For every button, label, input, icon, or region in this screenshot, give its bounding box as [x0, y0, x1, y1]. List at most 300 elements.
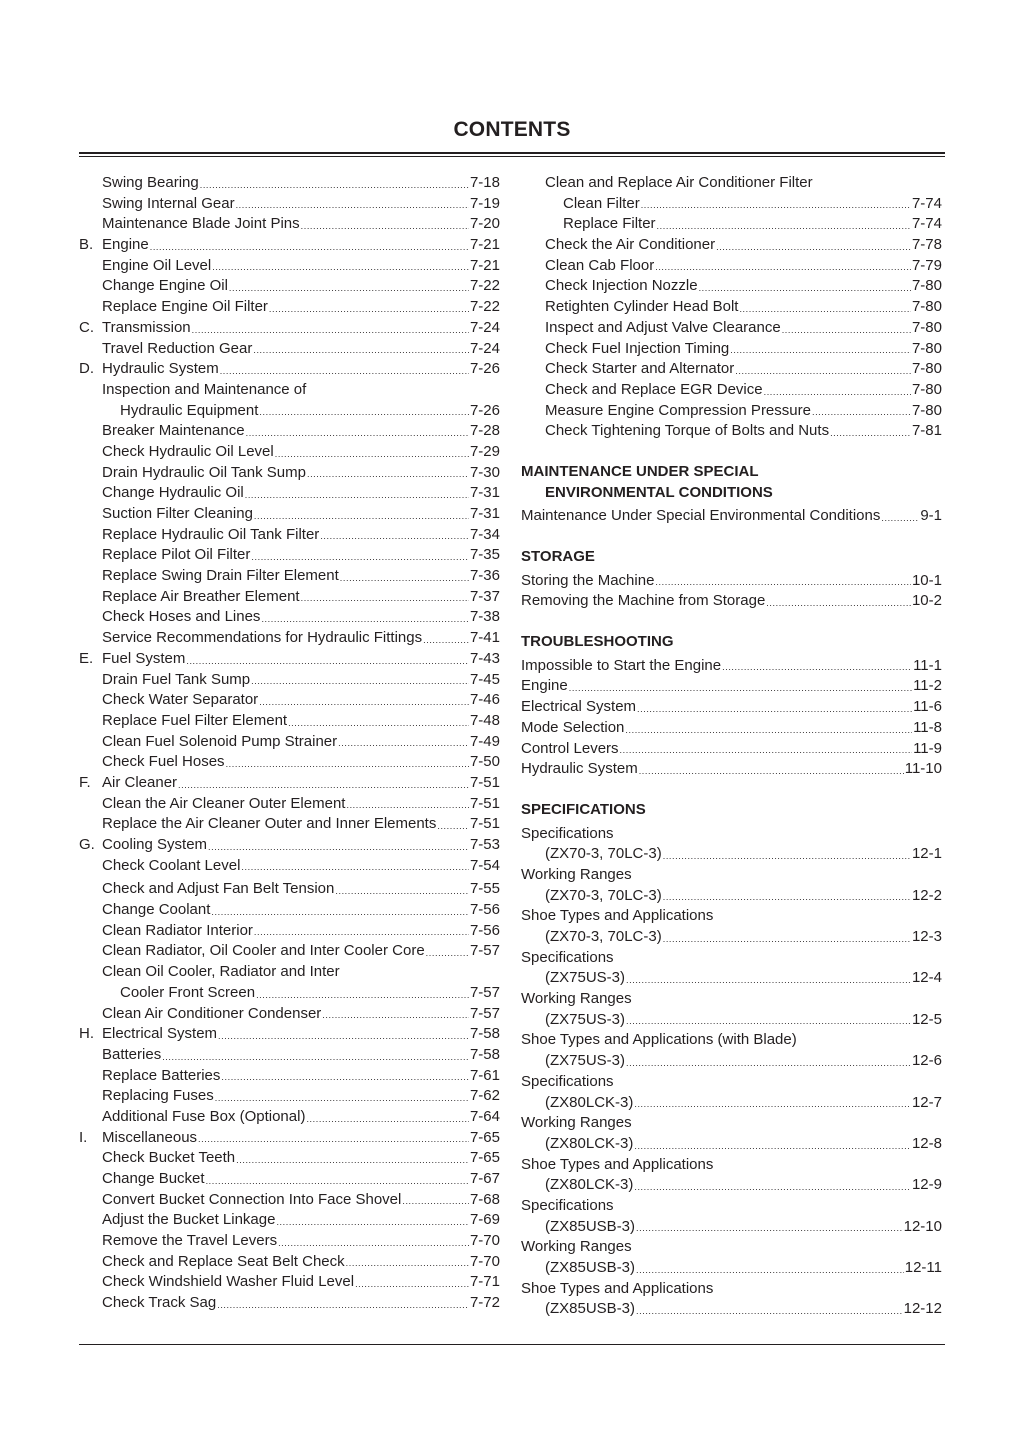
toc-page-number: 7-80 — [911, 360, 942, 378]
toc-section-heading: MAINTENANCE UNDER SPECIAL — [521, 462, 759, 480]
toc-entry — [521, 318, 942, 339]
spacer — [521, 780, 942, 800]
toc-page-number: 7-49 — [469, 732, 500, 750]
toc-entry-label: Specifications — [521, 948, 615, 969]
toc-page-number: 7-62 — [469, 1087, 500, 1105]
toc-dot-leader — [764, 380, 911, 401]
toc-entry-label: Electrical System — [102, 1024, 218, 1045]
toc-entry-label: Check Starter and Alternator — [545, 359, 735, 380]
toc-entry-label: (ZX80LCK-3) — [545, 1093, 634, 1114]
toc-entry-label: Drain Hydraulic Oil Tank Sump — [102, 463, 307, 484]
toc-entry — [521, 256, 942, 277]
toc-dot-leader — [307, 463, 469, 484]
toc-entry — [79, 835, 500, 856]
toc-entry — [79, 794, 500, 815]
toc-entry — [79, 1252, 500, 1273]
toc-dot-leader — [259, 690, 469, 711]
toc-page-number: 7-24 — [469, 339, 500, 357]
toc-section-heading: STORAGE — [521, 548, 595, 565]
toc-entry-label: Clean and Replace Air Conditioner Filter — [545, 173, 814, 194]
toc-page-number: 7-80 — [911, 298, 942, 316]
toc-entry — [521, 194, 942, 215]
toc-entry — [79, 1272, 500, 1293]
toc-entry-label: Check Bucket Teeth — [102, 1148, 236, 1169]
toc-entry — [79, 318, 500, 339]
toc-dot-leader — [426, 941, 469, 962]
toc-entry — [79, 339, 500, 360]
toc-entry — [521, 1051, 942, 1072]
toc-dot-leader — [699, 276, 911, 297]
toc-entry — [79, 752, 500, 773]
toc-page-number: 7-31 — [469, 484, 500, 502]
toc-page-number: 7-41 — [469, 629, 500, 647]
toc-entry — [521, 1113, 942, 1134]
toc-entry-label: Fuel System — [102, 649, 186, 670]
toc-right-column — [521, 173, 942, 1320]
toc-page-number: 7-30 — [469, 463, 500, 481]
toc-dot-leader — [625, 718, 912, 739]
toc-dot-leader — [655, 256, 911, 277]
toc-dot-leader — [739, 297, 911, 318]
toc-page-number: 7-80 — [911, 318, 942, 336]
toc-page-number: 7-18 — [469, 174, 500, 191]
toc-entry-label: Storing the Machine — [521, 571, 655, 592]
toc-entry — [521, 1072, 942, 1093]
toc-entry-label: (ZX75US-3) — [545, 1051, 626, 1072]
toc-dot-leader — [251, 670, 469, 691]
toc-page-number: 11-6 — [913, 698, 942, 716]
toc-dot-leader — [320, 525, 469, 546]
toc-page-number: 7-81 — [911, 422, 942, 440]
toc-entry — [79, 545, 500, 566]
toc-entry-label: Engine — [521, 676, 569, 697]
toc-dot-leader — [634, 1134, 911, 1155]
toc-entry — [521, 235, 942, 256]
toc-page-number: 9-1 — [920, 507, 942, 525]
toc-entry-label: Hydraulic Equipment — [120, 401, 259, 422]
toc-page-number: 11-8 — [913, 718, 942, 736]
toc-entry-label: Engine — [102, 235, 150, 256]
toc-entry-label: (ZX85USB-3) — [545, 1217, 636, 1238]
toc-entry-label: Travel Reduction Gear — [102, 339, 253, 360]
toc-entry — [521, 1279, 942, 1300]
toc-entry-label: Suction Filter Cleaning — [102, 504, 254, 525]
toc-entry — [521, 401, 942, 422]
toc-dot-leader — [663, 844, 911, 865]
toc-page-number: 7-56 — [469, 901, 500, 919]
toc-page-number: 7-19 — [469, 194, 500, 212]
toc-entry — [79, 773, 500, 794]
toc-dot-leader — [218, 1024, 469, 1045]
toc-entry-label: Hydraulic System — [102, 359, 220, 380]
toc-entry-label: Adjust the Bucket Linkage — [102, 1210, 276, 1231]
toc-entry — [79, 1148, 500, 1169]
toc-page-number: 12-12 — [903, 1300, 942, 1318]
toc-entry-label: (ZX70-3, 70LC-3) — [545, 844, 663, 865]
toc-dot-leader — [301, 214, 469, 235]
toc-entry-label: Check Fuel Hoses — [102, 752, 226, 773]
toc-page-number: 7-80 — [911, 339, 942, 357]
toc-entry — [79, 297, 500, 318]
toc-dot-leader — [192, 318, 469, 339]
toc-dot-leader — [620, 739, 913, 760]
toc-page-number: 7-70 — [469, 1252, 500, 1270]
toc-entry — [79, 690, 500, 711]
toc-dot-leader — [626, 1051, 911, 1072]
toc-entry-label: Remove the Travel Levers — [102, 1231, 278, 1252]
toc-entry — [521, 927, 942, 948]
toc-entry — [79, 359, 500, 380]
toc-entry — [79, 504, 500, 525]
toc-entry-label: (ZX75US-3) — [545, 968, 626, 989]
toc-dot-leader — [211, 900, 469, 921]
toc-entry — [521, 739, 942, 760]
toc-entry-label: Inspection and Maintenance of — [102, 380, 307, 401]
toc-entry-label: (ZX85USB-3) — [545, 1258, 636, 1279]
toc-dot-leader — [253, 339, 469, 360]
toc-page-number: 12-6 — [911, 1052, 942, 1070]
toc-entry-label: Measure Engine Compression Pressure — [545, 401, 812, 422]
toc-entry — [79, 1210, 500, 1231]
toc-dot-leader — [236, 1148, 469, 1169]
toc-page-number: 7-22 — [469, 277, 500, 295]
toc-entry — [79, 900, 500, 921]
toc-entry — [79, 421, 500, 442]
toc-entry-label: Miscellaneous — [102, 1128, 198, 1149]
toc-entry — [521, 886, 942, 907]
toc-entry-label: Electrical System — [521, 697, 637, 718]
toc-entry-label: Clean Radiator Interior — [102, 921, 254, 942]
toc-dot-leader — [716, 235, 911, 256]
toc-entry-label: Swing Internal Gear — [102, 194, 236, 215]
toc-dot-leader — [730, 339, 911, 360]
toc-entry-label: Convert Bucket Connection Into Face Shovel — [102, 1190, 402, 1211]
toc-page-number: 12-3 — [911, 928, 942, 945]
toc-entry — [521, 380, 942, 401]
toc-entry — [79, 962, 500, 983]
toc-entry-label: Replace the Air Cleaner Outer and Inner Elements — [102, 814, 437, 835]
toc-entry-label: Check Hydraulic Oil Level — [102, 442, 275, 463]
toc-page-number: 12-7 — [911, 1093, 942, 1111]
toc-entry — [521, 571, 942, 592]
toc-page-number: 7-69 — [469, 1211, 500, 1229]
toc-entry-label: Transmission — [102, 318, 192, 339]
toc-dot-leader — [221, 1066, 469, 1087]
toc-page-number: 10-2 — [911, 592, 942, 610]
toc-dot-leader — [245, 483, 469, 504]
toc-dot-leader — [178, 773, 469, 794]
toc-entry — [79, 607, 500, 628]
toc-page-number: 7-22 — [469, 298, 500, 316]
toc-page-number: 7-24 — [469, 318, 500, 336]
toc-page-number: 7-57 — [469, 983, 500, 1001]
spacer — [521, 442, 942, 462]
toc-entry — [79, 276, 500, 297]
toc-entry-label: Shoe Types and Applications — [521, 1155, 714, 1176]
toc-page-number: 7-31 — [469, 505, 500, 522]
toc-entry — [521, 1217, 942, 1238]
toc-dot-leader — [881, 506, 919, 527]
toc-dot-leader — [641, 194, 911, 215]
toc-entry-label: Clean Radiator, Oil Cooler and Inter Cooler Core — [102, 941, 426, 962]
toc-page-number: 7-38 — [469, 608, 500, 626]
toc-dot-leader — [236, 194, 469, 215]
toc-dot-leader — [186, 649, 469, 670]
toc-entry — [521, 844, 942, 865]
toc-entry-label: Mode Selection — [521, 718, 625, 739]
toc-entry — [521, 824, 942, 845]
toc-entry-label: Change Bucket — [102, 1169, 206, 1190]
toc-page-number: 7-48 — [469, 711, 500, 729]
toc-dot-leader — [259, 401, 469, 422]
toc-entry — [521, 718, 942, 739]
toc-entry-label: Check Fuel Injection Timing — [545, 339, 730, 360]
toc-dot-leader — [637, 697, 912, 718]
toc-page-number: 7-79 — [911, 256, 942, 274]
toc-entry-label: Retighten Cylinder Head Bolt — [545, 297, 739, 318]
toc-dot-leader — [220, 359, 469, 380]
toc-dot-leader — [206, 1169, 469, 1190]
toc-page-number: 7-72 — [469, 1294, 500, 1312]
toc-entry-label: Check Hoses and Lines — [102, 607, 261, 628]
toc-page-number: 12-10 — [903, 1217, 942, 1235]
toc-entry-label: Removing the Machine from Storage — [521, 591, 766, 612]
toc-page-number: 7-26 — [469, 401, 500, 419]
page-title: CONTENTS — [453, 118, 571, 141]
toc-dot-leader — [335, 879, 469, 900]
toc-dot-leader — [735, 359, 911, 380]
toc-entry-label: Replace Engine Oil Filter — [102, 297, 269, 318]
toc-entry-label: Working Ranges — [521, 865, 633, 886]
toc-entry-label: Specifications — [521, 824, 615, 845]
toc-section-letter: H. — [79, 1025, 94, 1043]
toc-entry-label: Clean the Air Cleaner Outer Element — [102, 794, 346, 815]
toc-page-number: 7-54 — [469, 856, 500, 874]
toc-entry-label: Clean Fuel Solenoid Pump Strainer — [102, 732, 338, 753]
toc-page-number: 7-35 — [469, 546, 500, 564]
toc-page-number: 7-51 — [469, 773, 500, 791]
toc-entry — [521, 759, 942, 780]
toc-entry — [79, 670, 500, 691]
toc-entry-label: Drain Fuel Tank Sump — [102, 670, 251, 691]
toc-page-number: 7-65 — [469, 1128, 500, 1146]
toc-entry-label: Cooling System — [102, 835, 208, 856]
toc-entry-label: (ZX80LCK-3) — [545, 1134, 634, 1155]
toc-entry-label: Change Engine Oil — [102, 276, 229, 297]
toc-page-number: 7-21 — [469, 256, 500, 274]
toc-section-heading: ENVIRONMENTAL CONDITIONS — [545, 483, 773, 501]
toc-entry — [521, 968, 942, 989]
toc-page-number: 7-74 — [911, 194, 942, 212]
toc-dot-leader — [251, 545, 469, 566]
toc-entry-label: Change Coolant — [102, 900, 211, 921]
toc-page-number: 7-80 — [911, 401, 942, 419]
toc-page-number: 7-58 — [469, 1045, 500, 1063]
toc-page-number: 7-26 — [469, 360, 500, 378]
toc-entry — [521, 1175, 942, 1196]
toc-section-letter: F. — [79, 773, 91, 791]
toc-entry-label: Replace Batteries — [102, 1066, 221, 1087]
toc-page-number: 7-46 — [469, 691, 500, 709]
toc-entry-label: Breaker Maintenance — [102, 421, 246, 442]
toc-page-number: 7-71 — [469, 1273, 500, 1291]
toc-entry — [79, 879, 500, 900]
toc-dot-leader — [306, 1107, 469, 1128]
toc-dot-leader — [217, 1293, 469, 1314]
toc-dot-leader — [215, 1086, 469, 1107]
toc-entry-label: Replace Swing Drain Filter Element — [102, 566, 340, 587]
toc-page-number: 7-57 — [469, 1004, 500, 1022]
toc-page-number: 7-57 — [469, 942, 500, 960]
toc-dot-leader — [782, 318, 911, 339]
toc-dot-leader — [256, 983, 469, 1004]
toc-page-number: 12-9 — [911, 1176, 942, 1194]
toc-entry — [79, 442, 500, 463]
toc-dot-leader — [636, 1299, 903, 1320]
toc-entry-label: Check Windshield Washer Fluid Level — [102, 1272, 355, 1293]
toc-entry — [79, 814, 500, 835]
toc-entry — [79, 525, 500, 546]
toc-page-number: 7-28 — [469, 422, 500, 440]
toc-entry-label: Specifications — [521, 1196, 615, 1217]
toc-entry-label: Check and Replace EGR Device — [545, 380, 764, 401]
toc-entry — [521, 697, 942, 718]
toc-entry-label: Shoe Types and Applications — [521, 1279, 714, 1300]
toc-page-number: 7-34 — [469, 525, 500, 543]
toc-entry — [79, 256, 500, 277]
toc-section-letter: G. — [79, 836, 95, 853]
toc-dot-leader — [229, 276, 469, 297]
toc-page-number: 7-55 — [469, 880, 500, 898]
toc-entry-label: Air Cleaner — [102, 773, 178, 794]
toc-entry — [79, 1231, 500, 1252]
toc-page-number: 12-4 — [911, 969, 942, 987]
toc-entry — [521, 1030, 942, 1051]
toc-entry — [79, 587, 500, 608]
toc-entry — [521, 359, 942, 380]
toc-page-number: 7-51 — [469, 794, 500, 812]
toc-entry-label: Replace Pilot Oil Filter — [102, 545, 251, 566]
toc-entry — [79, 711, 500, 732]
toc-entry-label: Change Hydraulic Oil — [102, 483, 245, 504]
toc-section-heading: TROUBLESHOOTING — [521, 633, 674, 651]
toc-entry-label: Replace Filter — [563, 214, 657, 235]
toc-entry — [79, 941, 500, 962]
toc-entry — [79, 1086, 500, 1107]
toc-entry-label: (ZX70-3, 70LC-3) — [545, 927, 663, 948]
toc-dot-leader — [212, 256, 469, 277]
spacer — [521, 612, 942, 632]
toc-left-column — [79, 173, 500, 1314]
toc-page-number: 7-21 — [469, 236, 500, 254]
toc-dot-leader — [200, 173, 469, 194]
toc-entry — [79, 732, 500, 753]
toc-entry — [79, 1004, 500, 1025]
toc-dot-leader — [437, 814, 469, 835]
toc-entry — [521, 1155, 942, 1176]
toc-entry-label: Check Water Separator — [102, 690, 259, 711]
toc-entry-label: Engine Oil Level — [102, 256, 212, 277]
toc-page-number: 7-80 — [911, 277, 942, 295]
toc-entry-label: (ZX80LCK-3) — [545, 1175, 634, 1196]
toc-dot-leader — [812, 401, 911, 422]
toc-entry-label: Shoe Types and Applications — [521, 906, 714, 927]
toc-entry-label: Batteries — [102, 1045, 162, 1066]
toc-entry — [521, 906, 942, 927]
toc-entry-label: Replace Air Breather Element — [102, 587, 301, 608]
toc-entry-label: Working Ranges — [521, 1237, 633, 1258]
toc-entry-label: Check the Air Conditioner — [545, 235, 716, 256]
toc-entry — [521, 591, 942, 612]
toc-entry — [79, 1107, 500, 1128]
toc-page-number: 7-45 — [469, 670, 500, 688]
toc-entry-label: Hydraulic System — [521, 759, 639, 780]
toc-entry-label: Clean Filter — [563, 194, 641, 215]
toc-entry — [79, 856, 500, 877]
toc-section-letter: B. — [79, 236, 94, 254]
toc-entry-label: Clean Oil Cooler, Radiator and Inter — [102, 962, 341, 983]
toc-entry — [521, 1134, 942, 1155]
toc-entry — [79, 173, 500, 194]
toc-dot-leader — [208, 835, 469, 856]
toc-dot-leader — [663, 927, 911, 948]
toc-dot-leader — [269, 297, 469, 318]
toc-page-number: 11-2 — [913, 677, 942, 695]
toc-entry-label: Cooler Front Screen — [120, 983, 256, 1004]
toc-page-number: 7-65 — [469, 1149, 500, 1167]
toc-entry-label: Check and Replace Seat Belt Check — [102, 1252, 346, 1273]
toc-page-number: 12-1 — [911, 845, 942, 863]
toc-page-number: 7-37 — [469, 587, 500, 605]
toc-entry-label: Replacing Fuses — [102, 1086, 215, 1107]
toc-entry — [79, 1045, 500, 1066]
toc-dot-leader — [150, 235, 469, 256]
toc-entry-label: Specifications — [521, 1072, 615, 1093]
toc-page-number: 11-1 — [913, 656, 942, 674]
toc-entry-label: Clean Cab Floor — [545, 256, 655, 277]
toc-dot-leader — [276, 1210, 469, 1231]
toc-dot-leader — [657, 214, 911, 235]
toc-entry-label: Shoe Types and Applications (with Blade) — [521, 1030, 798, 1051]
toc-entry — [79, 1190, 500, 1211]
toc-entry — [79, 214, 500, 235]
toc-entry-label: Control Levers — [521, 739, 620, 760]
toc-page-number: 7-61 — [469, 1066, 500, 1084]
toc-entry — [521, 276, 942, 297]
toc-entry-label: Inspect and Adjust Valve Clearance — [545, 318, 782, 339]
toc-dot-leader — [322, 1004, 469, 1025]
toc-page-number: 12-11 — [904, 1259, 942, 1276]
toc-page-number: 7-53 — [469, 836, 500, 853]
toc-entry — [521, 421, 942, 442]
toc-page-number: 7-29 — [469, 442, 500, 460]
toc-page-number: 7-68 — [469, 1190, 500, 1208]
toc-page-number: 7-80 — [911, 380, 942, 398]
toc-entry — [79, 401, 500, 422]
toc-dot-leader — [766, 591, 911, 612]
toc-entry — [521, 865, 942, 886]
toc-page-number: 7-64 — [469, 1107, 500, 1125]
toc-dot-leader — [246, 421, 469, 442]
toc-entry-label: Check and Adjust Fan Belt Tension — [102, 879, 335, 900]
toc-dot-leader — [254, 504, 469, 525]
toc-entry — [79, 1066, 500, 1087]
toc-section-letter: D. — [79, 360, 94, 378]
toc-dot-leader — [830, 421, 911, 442]
toc-entry — [79, 1024, 500, 1045]
toc-entry — [79, 1128, 500, 1149]
toc-entry-label: Impossible to Start the Engine — [521, 656, 722, 677]
